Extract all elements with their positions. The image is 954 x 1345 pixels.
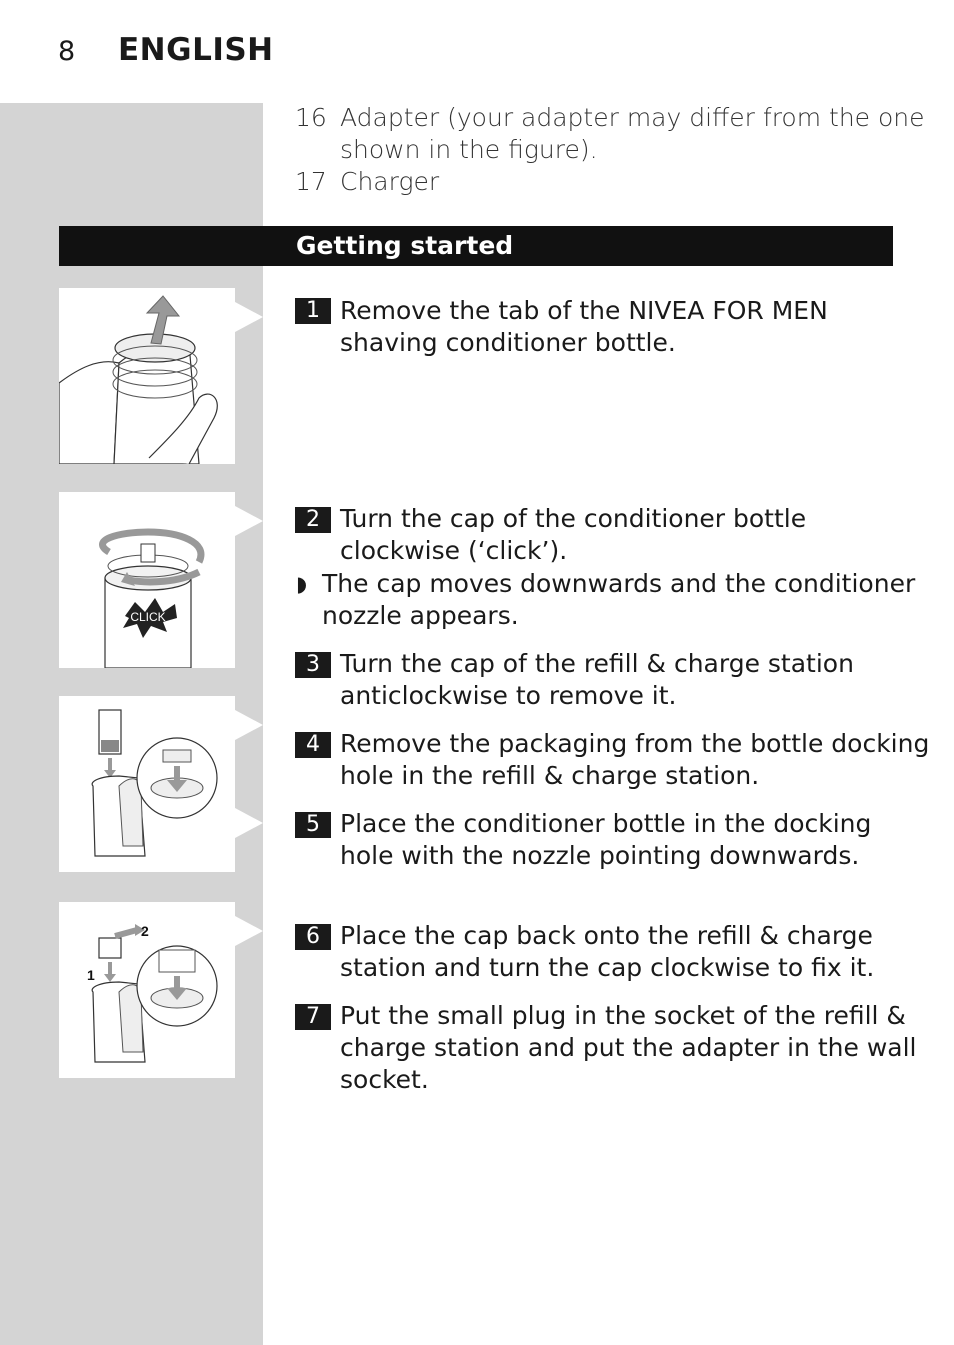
step-1-text-line1: Remove the tab of the NIVEA FOR MEN — [340, 296, 828, 325]
step-number-badge: 3 — [295, 652, 331, 678]
step-7-text-line2: charge station and put the adapter in the wall — [340, 1033, 917, 1062]
step-6-text-line1: Place the cap back onto the refill & charge — [340, 921, 873, 950]
step-5-text-line1: Place the conditioner bottle in the docking — [340, 809, 872, 838]
step-2-text-line1: Turn the cap of the conditioner bottle — [340, 504, 807, 533]
step-number-badge: 7 — [295, 1004, 331, 1030]
step-5-text-line2: hole with the nozzle pointing downwards. — [340, 841, 860, 870]
marker-1: 1 — [87, 967, 95, 983]
step-3-text-line2: anticlockwise to remove it. — [340, 681, 677, 710]
figure-cap-back — [59, 902, 235, 1078]
step-4-text-line2: hole in the refill & charge station. — [340, 761, 760, 790]
step-number-badge: 1 — [295, 298, 331, 324]
section-title: Getting started — [296, 231, 514, 260]
step-number-badge: 5 — [295, 812, 331, 838]
marker-2: 2 — [141, 923, 149, 939]
step-7-text-line3: socket. — [340, 1065, 429, 1094]
figure-pointer — [235, 808, 263, 838]
figure-remove-tab — [59, 288, 235, 464]
bottle-rotation-illustration — [59, 492, 235, 668]
step-2-text-line2: clockwise (‘click’). — [340, 536, 568, 565]
figure-pointer — [235, 710, 263, 740]
step-number-badge: 6 — [295, 924, 331, 950]
result-text-line1: The cap moves downwards and the conditioner — [322, 569, 916, 598]
page-language-heading: ENGLISH — [118, 32, 274, 68]
step-4-text-line1: Remove the packaging from the bottle docking — [340, 729, 930, 758]
result-text-line2: nozzle appears. — [322, 601, 519, 630]
part-text-16-line1: Adapter (your adapter may differ from the one — [340, 103, 925, 132]
page-number: 8 — [58, 36, 76, 67]
click-label: CLICK — [130, 610, 166, 624]
station-docking-illustration — [59, 696, 235, 872]
result-bullet-icon: ◗ — [296, 572, 308, 596]
step-number-badge: 2 — [295, 507, 331, 533]
step-number-badge: 4 — [295, 732, 331, 758]
part-text-17: Charger — [340, 167, 440, 196]
station-cap-illustration — [59, 902, 235, 1078]
figure-pointer — [235, 916, 263, 946]
bottle-hand-illustration — [59, 288, 235, 464]
part-number-17: 17 — [295, 167, 327, 196]
figure-docking — [59, 696, 235, 872]
part-text-16-line2: shown in the figure). — [340, 135, 598, 164]
step-1-text-line2: shaving conditioner bottle. — [340, 328, 676, 357]
step-7-text-line1: Put the small plug in the socket of the refill & — [340, 1001, 906, 1030]
figure-pointer — [235, 506, 263, 536]
figure-pointer — [235, 302, 263, 332]
part-number-16: 16 — [295, 103, 327, 132]
step-3-text-line1: Turn the cap of the refill & charge station — [340, 649, 854, 678]
figure-turn-cap — [59, 492, 235, 668]
step-6-text-line2: station and turn the cap clockwise to fix it. — [340, 953, 875, 982]
